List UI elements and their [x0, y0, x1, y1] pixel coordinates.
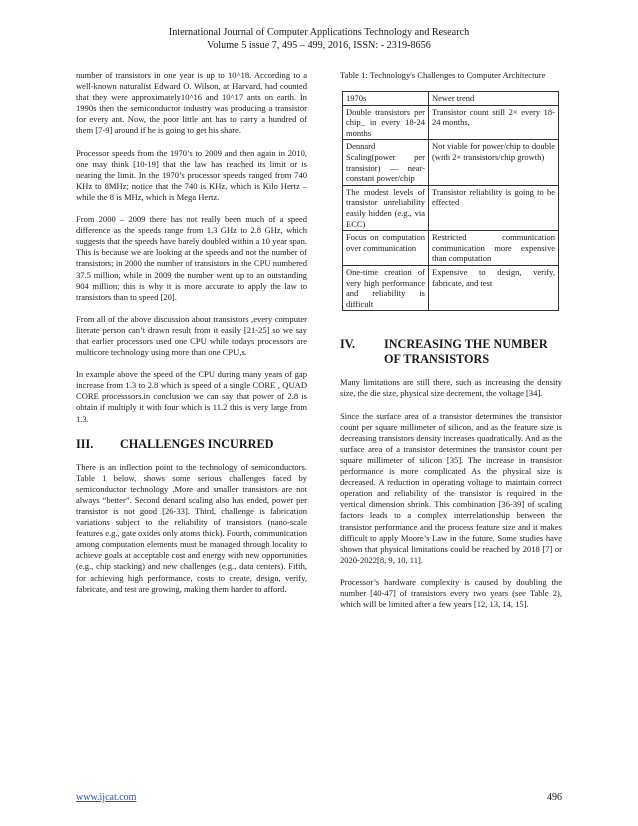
table-cell-newer-trend: Newer trend	[429, 92, 559, 106]
paragraph: In example above the speed of the CPU during many years of gap increase from 1.3 to 2.8 which is speed of a single CORE , QUAD CORE processsors.in conclusion we can say that power of 2.8 is obtain if multiply it with four which is 11.2 this is very large from 1.3.	[76, 369, 307, 424]
journal-title: International Journal of Computer Applications Technology and Research	[168, 27, 470, 38]
right-column	[340, 70, 562, 621]
table-cell-1970s: The modest levels of transistor unreliability easily hidden (e.g., via ECC)	[343, 185, 429, 230]
table-cell-newer-trend: Expensive to design, verify, fabricate, and test	[429, 266, 559, 311]
table-cell-newer-trend: Restricted communication communication more expensive than computation	[429, 231, 559, 266]
journal-header	[0, 27, 638, 52]
paragraph: number of transistors in one year is up to 10^18. According to a well-known naturalist Edward O. Wilson, at Harvard, had counted that they were approximately10^16 and 10^17 ants on earth. In 1990s then the semiconductor industry was producing a transistor for every ant. Now, the poor little ant has to carry a hundred of them [7-9] around if he is going to get his share.	[76, 70, 307, 136]
paragraph: Since the surface area of a transistor determines the transistor count per square millimeter of silicon, and as the feature size is decreasing transistors density increases quadratically. And as the surface area of a transistor determines the transistor count per square millimeter of silicon [35]. The increase in transistor performance is more complicated As the physical size is decreased. A reduction in operating voltage to maintain correct operation and reliability of the transistor is required in the vertical dimension shrink. This combination [36-39] of scaling factors leads to a complex interrelationship between the transistor performance and the process feature size and it makes difficult to apply Moore’s Law in the future. Some studies have shown that physical limitations could be reached by 2018 [7] or 2020-2022[8, 9, 10, 11].	[340, 410, 562, 565]
table-cell-1970s: Dennard Scaling(power per transistor) — near-constant power/chip	[343, 140, 429, 185]
table-cell-newer-trend: Transistor count still 2× every 18-24 months,	[429, 105, 559, 140]
table-cell-1970s: Focus on computation over communication	[343, 231, 429, 266]
section-number: III.	[76, 436, 94, 451]
table-row	[343, 140, 559, 185]
paragraph: From 2000 – 2009 there has not really been much of a speed difference as the speeds range from 1.3 GHz to 2.8 GHz, which suggests that the speeds have barely doubled within a 10 year span. This is because we are looking at the speeds and not the number of transistors; in 2000 the number of transistors in the CPU numbered 37.5 million, while in 2009 the number went up to an outstanding 904 million; this is why it is more accurate to apply the law to transistors than to speed [20].	[76, 214, 307, 302]
table-cell-1970s: 1970s	[343, 92, 429, 106]
paragraph: Processor speeds from the 1970’s to 2009 and then again in 2010, one may think [10-19] that the law has reached its limit or is nearing the limit. In the 1970’s processor speeds ranged from 740 KHz to 8MHz; notice that the 740 is KHz, which is Kilo Hertz – while the 8 is MHz, which is Mega Hertz.	[76, 147, 307, 202]
table-cell-newer-trend: Transistor reliability is going to be effected	[429, 185, 559, 230]
table-row	[343, 185, 559, 230]
section-number: IV.	[340, 337, 356, 352]
table-row	[343, 266, 559, 311]
section-title: INCREASING THE NUMBER OF TRANSISTORS	[384, 337, 548, 367]
table-cell-newer-trend: Not viable for power/chip to double (with 2× transistors/chip growth)	[429, 140, 559, 185]
paragraph: Many limitations are still there, such as increasing the density size, the die size, physical size decrement, the voltage [34].	[340, 377, 562, 399]
section-title: CHALLENGES INCURRED	[120, 436, 274, 451]
table-caption: Table 1: Technology's Challenges to Computer Architecture	[340, 70, 546, 80]
table-cell-1970s: Double transistors per chip_ in every 18-24 months	[343, 105, 429, 140]
section-heading-increasing	[340, 337, 562, 367]
page-number: 496	[547, 792, 562, 803]
journal-volume: Volume 5 issue 7, 495 – 499, 2016, ISSN: - 2319-8656	[207, 39, 431, 51]
section-heading-challenges	[76, 437, 307, 452]
table-row	[343, 105, 559, 140]
paragraph: Processor’s hardware complexity is caused by doubling the number [40-47] of transistors every two years (see Table 2), which will be limited after a few years [12, 13, 14, 15].	[340, 576, 562, 610]
table-row	[343, 92, 559, 106]
table-row	[343, 231, 559, 266]
challenges-table	[342, 91, 559, 311]
paragraph: From all of the above discussion about transistors ,every computer literate person can’t drawn result from it easily [21-25] so we say that earlier processors used one CPU while todays processors are multicore technology using more than one CPU,s.	[76, 313, 307, 358]
table-cell-1970s: One-time creation of very high performance and reliability is difficult	[343, 266, 429, 311]
paragraph: There is an inflection point to the technology of semiconductors. Table 1 below, shows some serious challenges faced by semiconductor technology .More and smaller transistors are not always “better”. Second denard scaling also has ended, power per transistor is not good [26-33]. Third, challenge is fabrication variations subject to the reliability of transistors (nano-scale features e.g., gate oxides only atoms thick). Fourth, communication among computation elements must be managed through locality to achieve goals at acceptable cost and energy with new opportunities (e.g., chip stacking) and new challenges (e.g., data centers). Fifth, for achieving high performance, costs to create, design, verify, fabricate, and test are growing, making them harder to afford.	[76, 461, 307, 594]
left-column	[76, 70, 307, 606]
journal-website-link[interactable]: www.ijcat.com	[76, 792, 137, 803]
